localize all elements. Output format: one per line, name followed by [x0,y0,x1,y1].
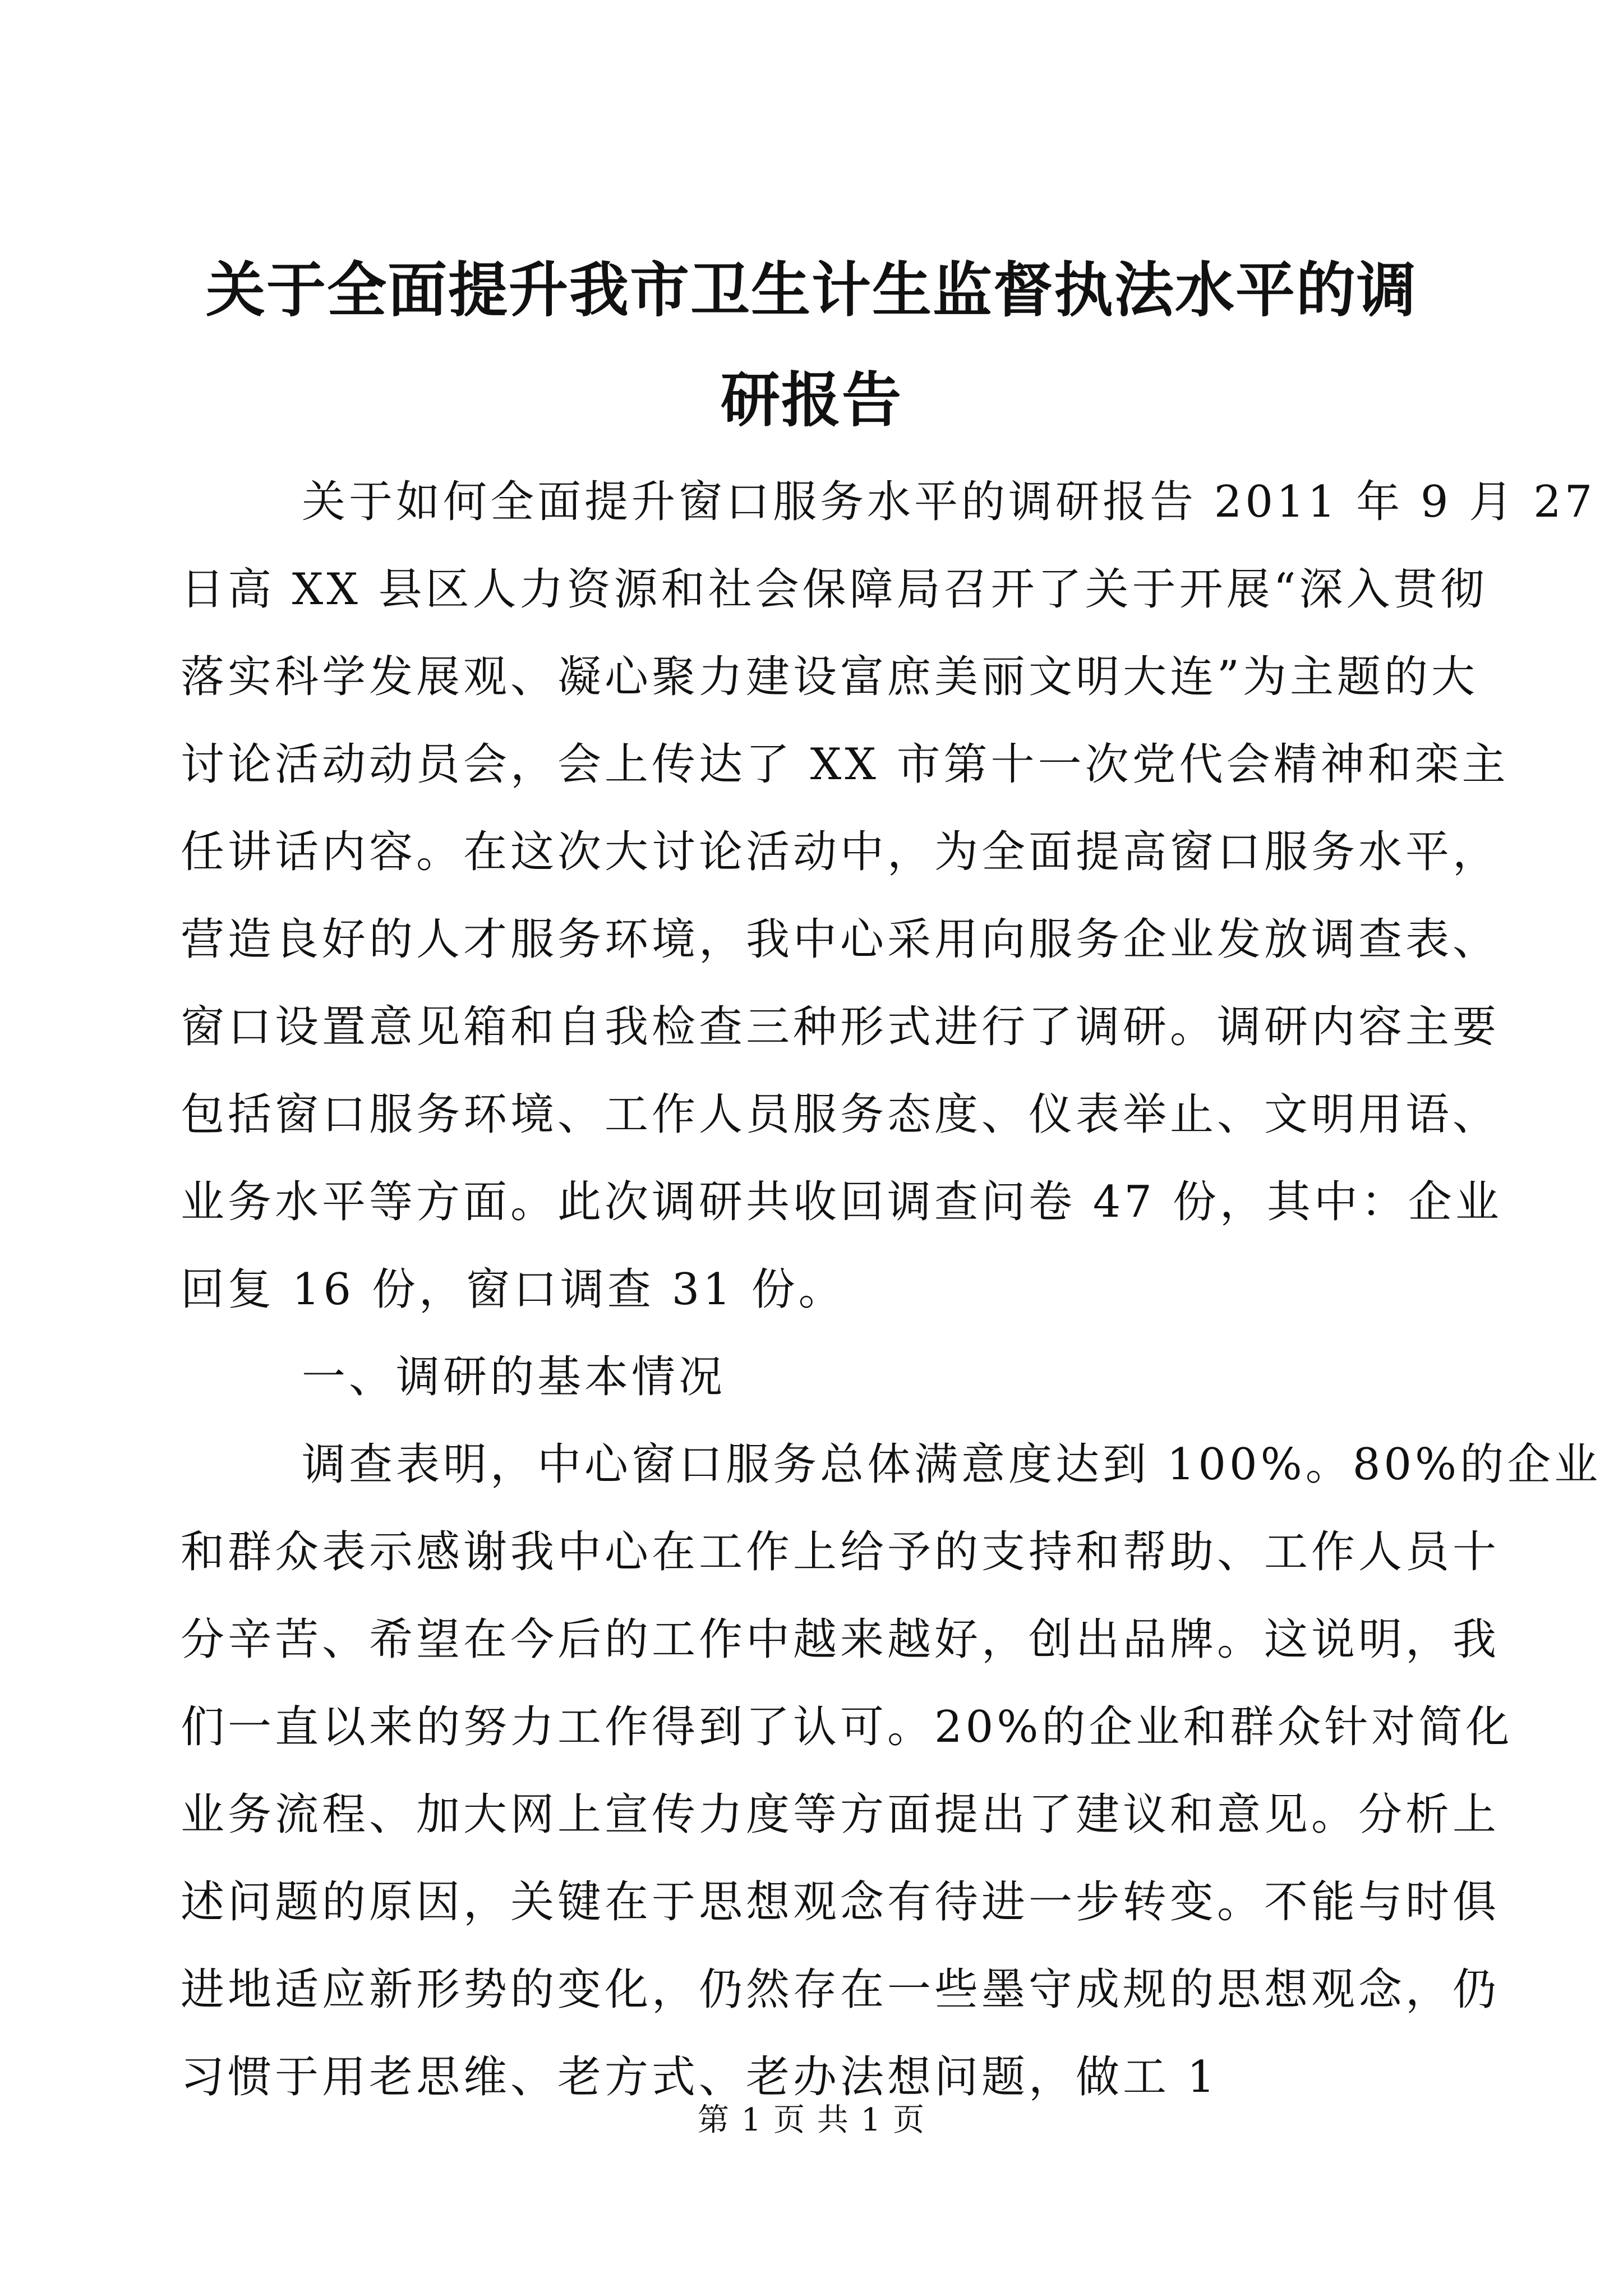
section-heading: 一、调研的基本情况 [302,1352,726,1402]
paragraph-line: 调查表明，中心窗口服务总体满意度达到 100%。80%的企业 [302,1439,1602,1490]
paragraph-line: 窗口设置意见箱和自我检查三种形式进行了调研。调研内容主要 [181,1002,1500,1052]
paragraph-line: 业务流程、加大网上宣传力度等方面提出了建议和意见。分析上 [181,1789,1500,1840]
paragraph-line: 进地适应新形势的变化，仍然存在一些墨守成规的思想观念，仍 [181,1964,1500,2015]
paragraph-line: 任讲话内容。在这次大讨论活动中，为全面提高窗口服务水平， [181,827,1500,877]
paragraph-line: 回复 16 份，窗口调查 31 份。 [181,1264,846,1315]
paragraph-line: 和群众表示感谢我中心在工作上给予的支持和帮助、工作人员十 [181,1527,1500,1577]
paragraph-line: 述问题的原因，关键在于思想观念有待进一步转变。不能与时俱 [181,1877,1500,1927]
paragraph-line: 日高 XX 县区人力资源和社会保障局召开了关于开展“深入贯彻 [181,564,1488,615]
paragraph-line: 包括窗口服务环境、工作人员服务态度、仪表举止、文明用语、 [181,1089,1500,1140]
paragraph-line: 营造良好的人才服务环境，我中心采用向服务企业发放调查表、 [181,914,1500,965]
paragraph-line: 落实科学发展观、凝心聚力建设富庶美丽文明大连”为主题的大 [181,652,1478,702]
document-title-line-2: 研报告 [721,365,902,435]
paragraph-line: 分辛苦、希望在今后的工作中越来越好，创出品牌。这说明，我 [181,1614,1500,1665]
document-title-line-1: 关于全面提升我市卫生计生监督执法水平的调 [206,255,1417,325]
paragraph-line: 关于如何全面提升窗口服务水平的调研报告 2011 年 9 月 27 [302,477,1596,527]
paragraph-line: 业务水平等方面。此次调研共收回调查问卷 47 份，其中：企业 [181,1177,1502,1227]
page-number-footer: 第 1 页 共 1 页 [697,2102,926,2138]
paragraph-line: 讨论活动动员会，会上传达了 XX 市第十一次党代会精神和栾主 [181,739,1509,790]
paragraph-line: 们一直以来的努力工作得到了认可。20%的企业和群众针对简化 [181,1702,1513,1752]
paragraph-line: 习惯于用老思维、老方式、老办法想问题，做工 1 [181,2052,1219,2102]
